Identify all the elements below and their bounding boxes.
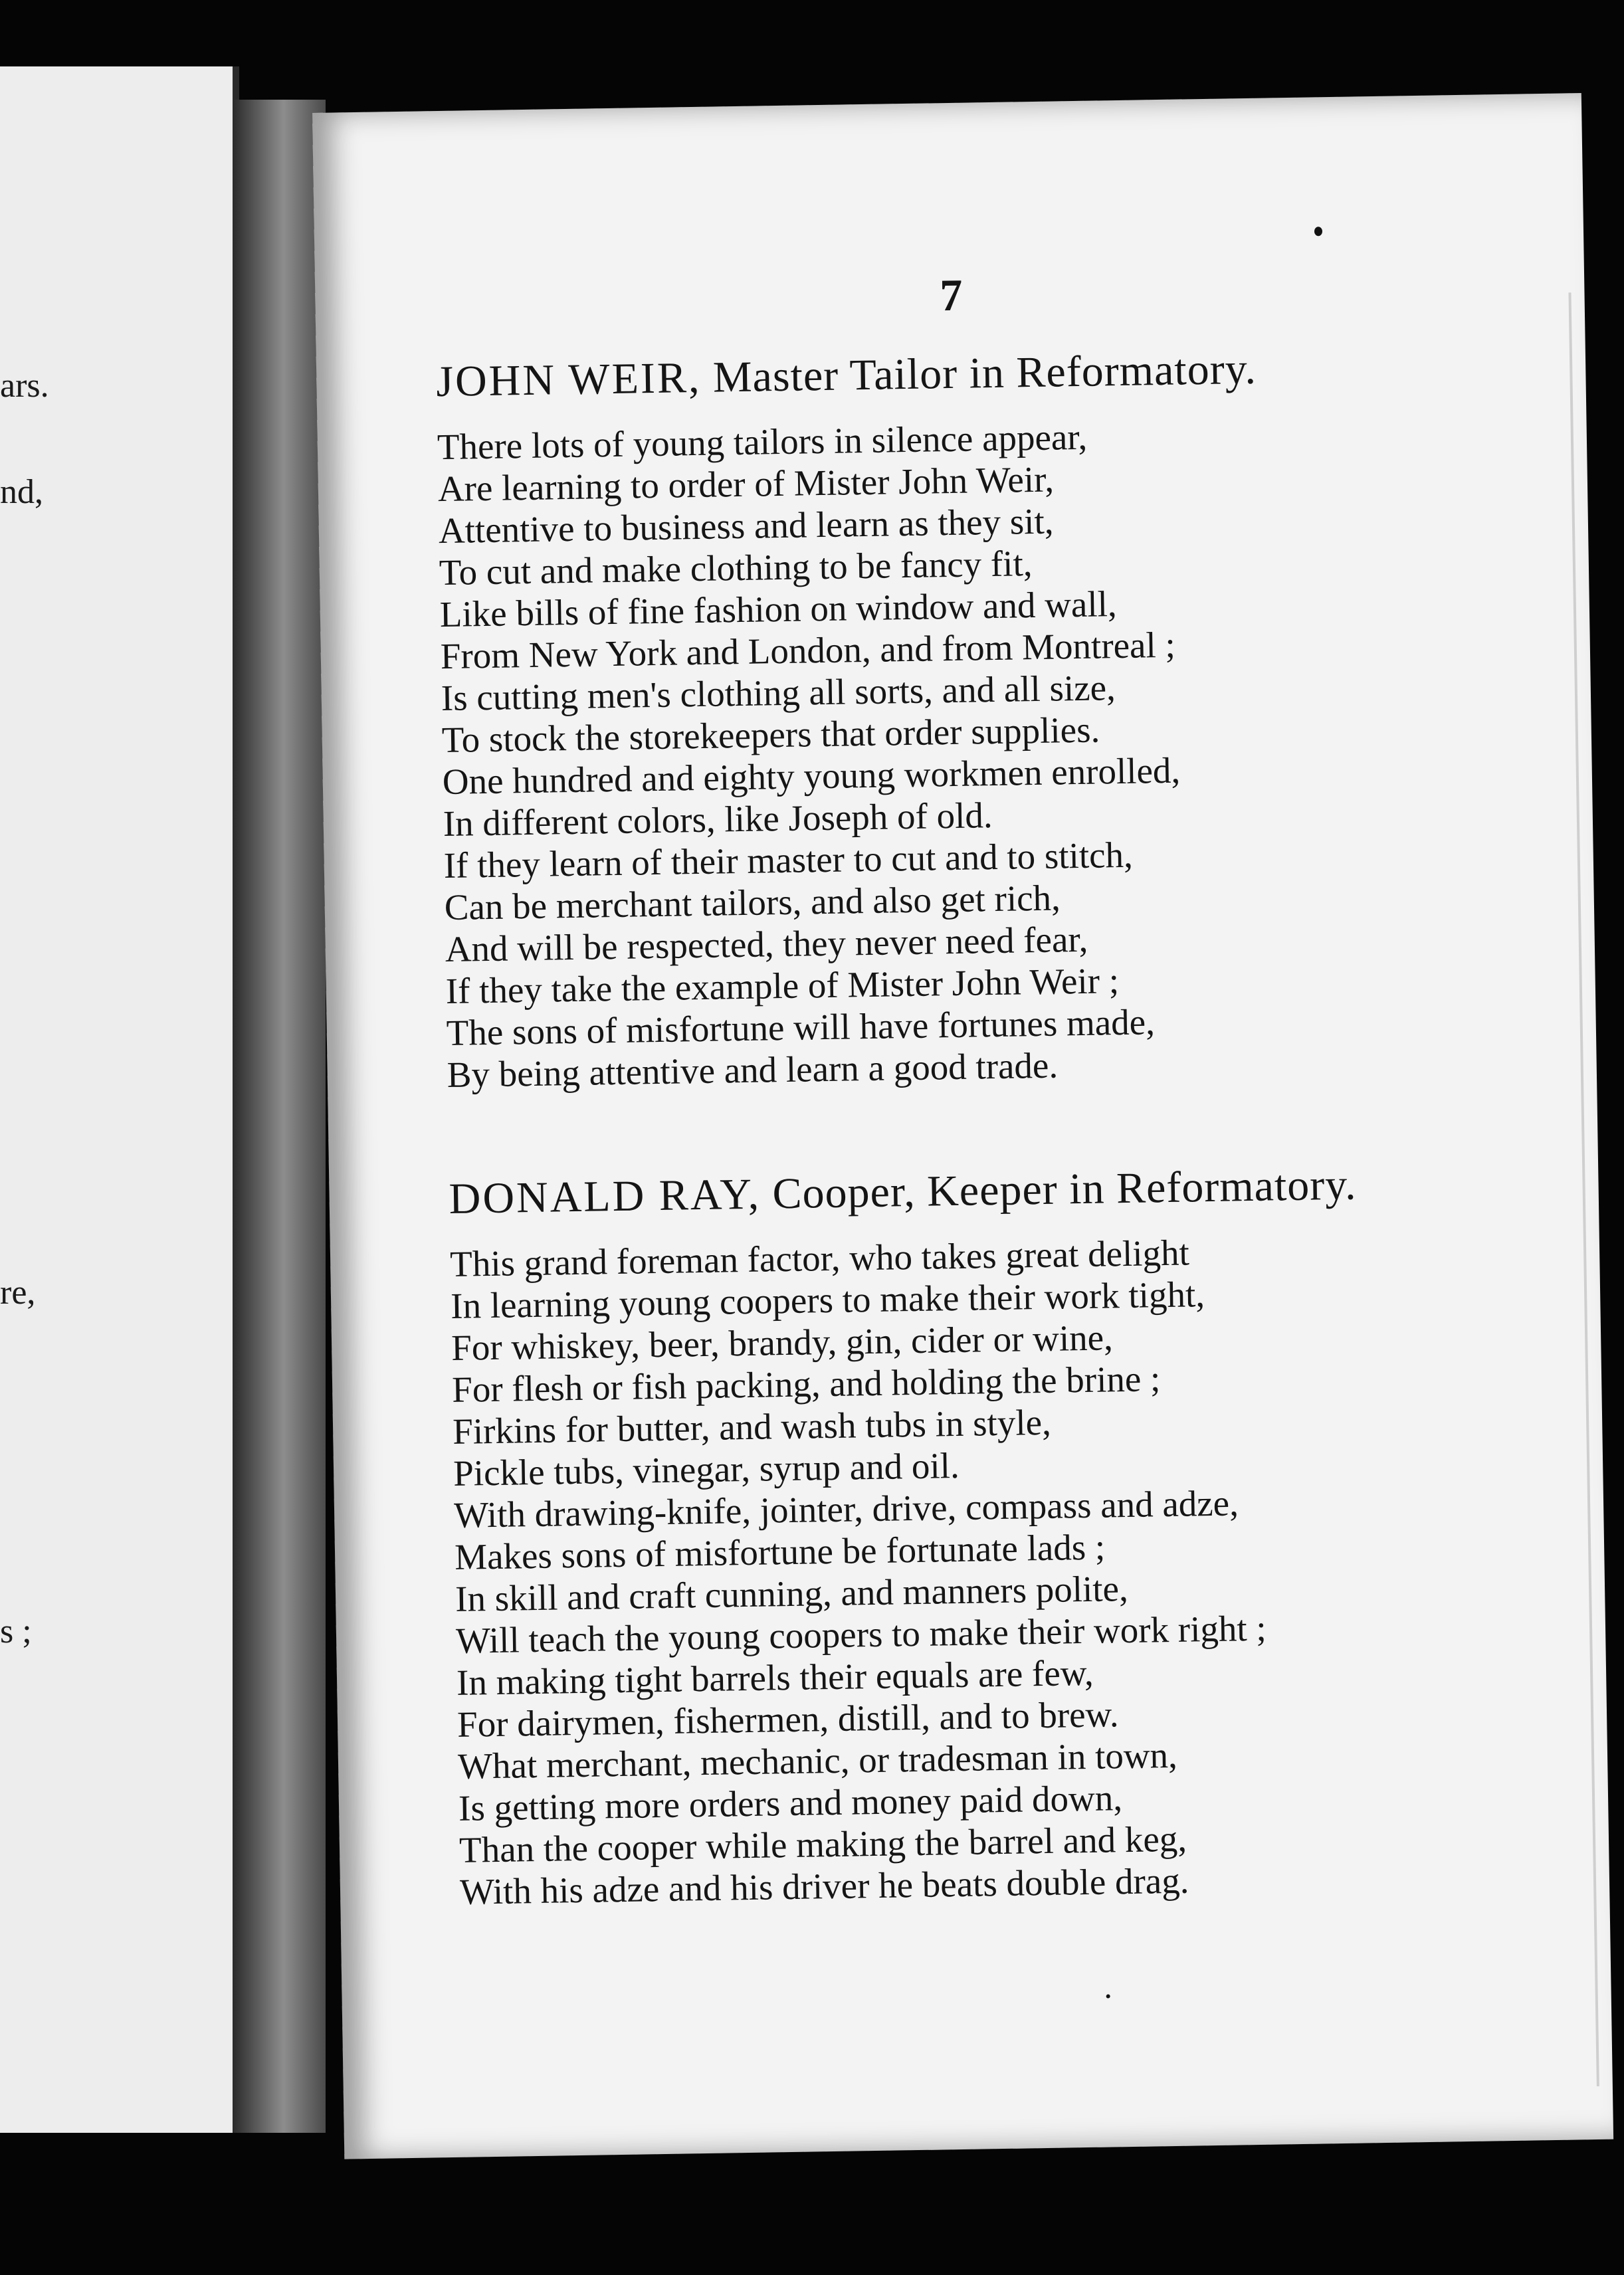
verse-line: Pickle tubs, vinegar, syrup and oil. (453, 1444, 960, 1494)
verse-line: The sons of misfortune will have fortunes made, (446, 1001, 1156, 1053)
verse-line: This grand foreman factor, who takes great delight (449, 1232, 1190, 1284)
verse-line: Is getting more orders and money paid down, (458, 1777, 1123, 1829)
verse-line: In different colors, like Joseph of old. (443, 795, 993, 844)
verse-line: With drawing-knife, jointer, drive, compass and adze, (453, 1482, 1239, 1535)
verse-line: If they take the example of Mister John Weir ; (445, 960, 1120, 1012)
verse-line: Firkins for butter, and wash tubs in style, (452, 1401, 1052, 1452)
verse-line: By being attentive and learn a good trade. (447, 1044, 1059, 1095)
section-heading (449, 1156, 1579, 1225)
verse (437, 408, 1577, 1096)
verse-line: In learning young coopers to make their work tight, (450, 1274, 1205, 1326)
verse-line: Can be merchant tailors, and also get rich, (444, 877, 1061, 928)
page-number: 7 (939, 269, 964, 321)
book-gutter-shadow (233, 100, 326, 2133)
heading-name: DONALD RAY, (449, 1169, 761, 1223)
verse-line: Makes sons of misfortune be fortunate lads ; (454, 1526, 1106, 1577)
verse-line: For flesh or fish packing, and holding the brine ; (451, 1358, 1161, 1410)
verse (450, 1225, 1590, 1913)
ink-speck (1314, 227, 1322, 236)
left-page-fragment: nd, (0, 473, 43, 511)
section-donald-ray (449, 1156, 1589, 1913)
verse-line: Are learning to order of Mister John Weir, (437, 458, 1055, 510)
ink-speck (1106, 1994, 1110, 1998)
verse-line: To stock the storekeepers that order supplies. (441, 709, 1100, 761)
heading-role: Master Tailor in Reformatory. (712, 344, 1257, 402)
verse-line: Attentive to business and learn as they sit, (438, 500, 1054, 551)
verse-line: For whiskey, beer, brandy, gin, cider or wine, (451, 1317, 1114, 1368)
verse-line: And will be respected, they never need fear, (445, 918, 1088, 970)
heading-name: JOHN WEIR, (435, 353, 702, 407)
verse-line: From New York and London, and from Montreal ; (440, 624, 1176, 677)
verse-line: Will teach the young coopers to make their work right ; (455, 1607, 1267, 1661)
verse-line: With his adze and his driver he beats double drag. (459, 1860, 1189, 1912)
verse-line: Than the cooper while making the barrel and keg, (458, 1818, 1187, 1870)
verse-line: Like bills of fine fashion on window and wall, (439, 583, 1118, 635)
right-page (312, 93, 1613, 2159)
left-page-fragment: s ; (0, 1613, 32, 1650)
section-heading (436, 339, 1566, 407)
verse-line: Is cutting men's clothing all sorts, and all size, (441, 667, 1116, 719)
verse-line: If they learn of their master to cut and to stitch, (443, 834, 1134, 886)
verse-line: In making tight barrels their equals are few, (456, 1652, 1094, 1703)
verse-line: For dairymen, fishermen, distill, and to brew. (457, 1694, 1119, 1745)
verse-line: One hundred and eighty young workmen enrolled, (442, 749, 1181, 803)
heading-role: Cooper, Keeper in Reformatory. (771, 1160, 1357, 1219)
left-page-fragment: re, (0, 1274, 36, 1312)
verse-line: What merchant, mechanic, or tradesman in town, (457, 1734, 1178, 1787)
verse-line: In skill and craft cunning, and manners polite, (455, 1567, 1129, 1619)
section-john-weir (436, 339, 1577, 1096)
verse-line: There lots of young tailors in silence appear, (437, 416, 1088, 468)
verse-line: To cut and make clothing to be fancy fit, (439, 543, 1033, 593)
left-facing-page (0, 66, 239, 2133)
left-page-fragment: ars. (0, 367, 49, 405)
